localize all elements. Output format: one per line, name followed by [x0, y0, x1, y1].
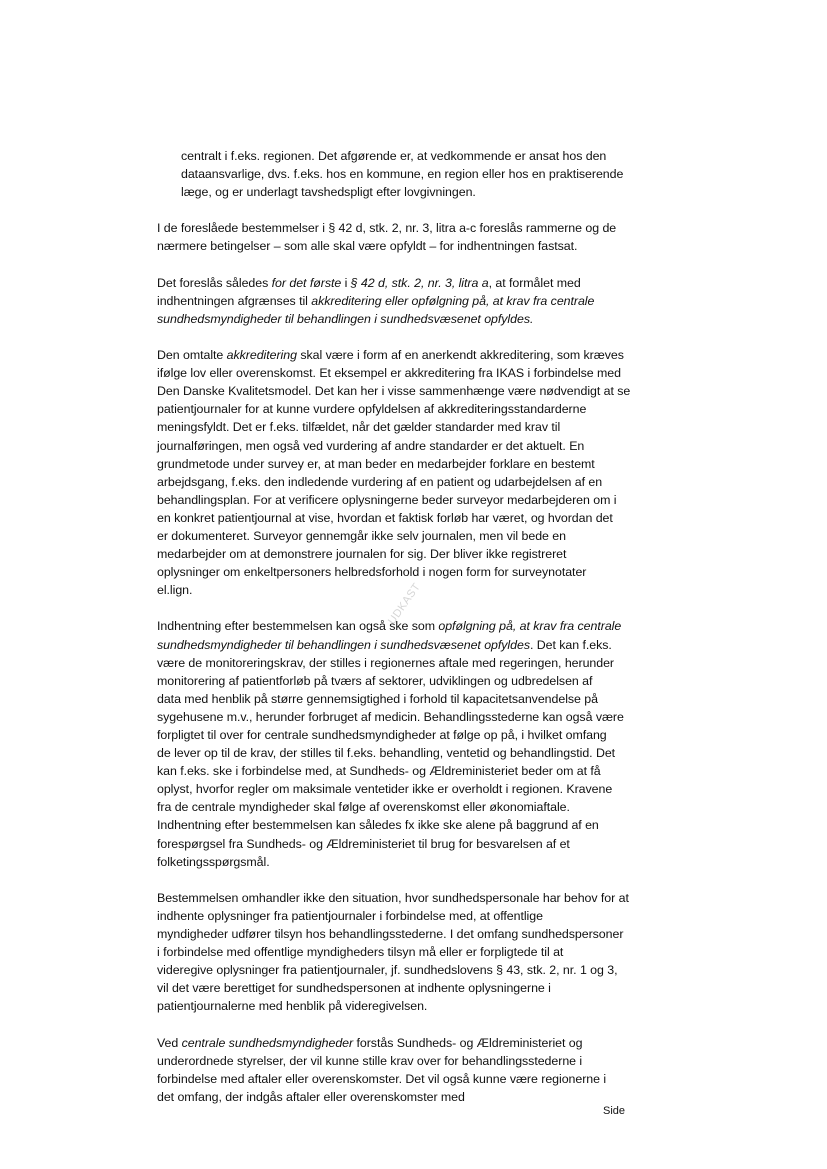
text-line: forespørgsel fra Sundheds- og Ældreministeriet til brug for besvarelsen af et: [157, 836, 570, 851]
text-line: data med henblik på større gennemsigtighed i forhold til kapacitetsanvendelse på: [157, 691, 598, 706]
text-line: meningsfyldt. Det er f.eks. tilfældet, når det gælder standarder med krav til: [157, 420, 561, 435]
text-line: arbejdsgang, f.eks. den indledende vurdering af en patient og udarbejdelsen af en: [157, 474, 603, 489]
text-line: [157, 292, 677, 310]
italic-run: § 42 d, stk. 2, nr. 3, litra a: [350, 275, 489, 290]
text-line: vil det være berettiget for sundhedspersonen at indhente oplysningerne i: [157, 981, 551, 996]
text-line: fra de centrale myndigheder skal følge af overenskomst eller økonomiaftale.: [157, 800, 570, 815]
text-line: [157, 636, 677, 654]
paragraph-akkreditering: [157, 346, 677, 599]
text-run: . Det kan f.eks.: [529, 637, 612, 652]
text-line: videregive oplysninger fra patientjournaler, jf. sundhedslovens § 43, stk. 2, nr. 1 og 3,: [157, 963, 618, 978]
text-run: , at formålet med: [488, 275, 581, 290]
italic-run: sundhedsmyndigheder til behandlingen i sundhedsvæsenet opfyldes: [157, 637, 530, 652]
watermark: UDKAST: [386, 580, 424, 627]
text-line: kan f.eks. ske i forbindelse med, at Sundheds- og Ældreministeriet beder om at få: [157, 764, 601, 779]
text-line: behandlingsplan. For at verificere oplysningerne beder surveyor medarbejderen om i: [157, 492, 617, 507]
text-line: grundmetode under survey er, at man beder en medarbejder forklare en bestemt: [157, 456, 595, 471]
text-run: Det foreslås således: [157, 275, 272, 290]
text-line: det omfang, der indgås aftaler eller overenskomster med: [157, 1089, 465, 1104]
text-line: [157, 346, 677, 364]
text-line: I de foreslåede bestemmelser i § 42 d, stk. 2, nr. 3, litra a-c foreslås rammerne og de: [157, 221, 617, 236]
text-line: [157, 617, 677, 635]
text-line: sygehusene m.v., herunder forbruget af medicin. Behandlingsstederne kan også være: [157, 709, 624, 724]
text-line: patientjournalerne med henblik på videregivelsen.: [157, 999, 428, 1014]
text-line: myndigheder udfører tilsyn hos behandlingsstederne. I det omfang sundhedspersoner: [157, 927, 624, 942]
text-line: læge, og er underlagt tavshedspligt efter lovgivningen.: [181, 185, 476, 200]
text-line: journalføringen, men også ved vurdering af andre standarder er det aktuelt. En: [157, 438, 585, 453]
text-line: centralt i f.eks. regionen. Det afgørende er, at vedkommende er ansat hos den: [181, 149, 607, 163]
text-line: forpligtet til over for centrale sundhedsmyndigheder at følge op på, i hvilket omfang: [157, 728, 607, 742]
paragraph-centrale-sundhedsmyndigheder: [157, 1034, 677, 1106]
page-footer-label: Side: [603, 1105, 626, 1117]
text-line: Indhentning efter bestemmelsen kan således fx ikke ske alene på baggrund af en: [157, 818, 599, 833]
text-line: de lever op til de krav, der stilles til f.eks. behandling, ventetid og behandlingstid. Det: [157, 746, 616, 761]
text-line: [157, 274, 677, 292]
text-line: folketingsspørgsmål.: [157, 854, 270, 869]
text-run: Indhentning efter bestemmelsen kan også ske som: [157, 619, 439, 634]
paragraph-tilsyn: [157, 889, 677, 1016]
text-line: være de monitoreringskrav, der stilles i regionernes aftale med regeringen, herunder: [157, 655, 615, 670]
italic-run: for det første: [271, 275, 342, 290]
paragraph-litra-a: [157, 274, 677, 328]
text-line: indhente oplysninger fra patientjournaler i forbindelse med, at offentlige: [157, 908, 543, 923]
text-line: i forbindelse med offentlige myndigheders tilsyn må eller er forpligtede til at: [157, 945, 564, 960]
text-line: ifølge lov eller overenskomst. Et eksempel er akkreditering fra IKAS i forbindelse med: [157, 366, 621, 381]
paragraph-opfoelgning: [157, 617, 677, 870]
paragraph-foreslaaede-bestemmelser: [157, 219, 677, 255]
italic-run: akkreditering eller opfølgning på, at krav fra centrale: [311, 293, 595, 308]
text-line: Den Danske Kvalitetsmodel. Det kan her i visse sammenhænge være nødvendigt at se: [157, 384, 631, 399]
italic-run: opfølgning på, at krav fra centrale: [438, 619, 622, 634]
text-run: i: [341, 275, 351, 290]
text-line: nærmere betingelser – som alle skal være opfyldt – for indhentningen fastsat.: [157, 239, 578, 254]
text-line: forbindelse med aftaler eller overenskomster. Det vil også kunne være regionerne i: [157, 1071, 607, 1086]
text-run: Den omtalte: [157, 348, 227, 363]
text-line: Bestemmelsen omhandler ikke den situation, hvor sundhedspersonale har behov for at: [157, 890, 629, 905]
italic-run: centrale sundhedsmyndigheder: [181, 1035, 354, 1050]
text-line: oplyst, hvorfor regler om maksimale ventetider ikke er overholdt i regionen. Kravene: [157, 782, 613, 797]
text-run: skal være i form af en anerkendt akkreditering, som kræves: [296, 348, 624, 363]
text-line: el.lign.: [157, 583, 193, 598]
text-run: Ved: [157, 1035, 182, 1050]
text-run: indhentningen afgrænses til: [157, 293, 312, 308]
italic-run: akkreditering: [226, 348, 297, 363]
body-text: [157, 147, 677, 1124]
text-line: en konkret patientjournal at vise, hvordan et faktisk forløb har været, og hvordan det: [157, 510, 613, 525]
text-line: patientjournaler for at kunne vurdere opfyldelsen af akkrediteringsstandarderne: [157, 402, 587, 417]
italic-line: sundhedsmyndigheder til behandlingen i sundhedsvæsenet opfyldes.: [157, 311, 534, 326]
text-line: underordnede styrelser, der vil kunne stille krav over for behandlingsstederne i: [157, 1053, 583, 1068]
paragraph-continuation: [157, 147, 677, 201]
text-line: er dokumenteret. Surveyor gennemgår ikke selv journalen, men vil bede en: [157, 528, 566, 543]
text-line: [157, 1034, 677, 1052]
text-line: monitorering af patientforløb på tværs af sektorer, udviklingen og udbredelsen af: [157, 673, 593, 688]
text-run: forstås Sundheds- og Ældreministeriet og: [353, 1035, 583, 1050]
text-line: dataansvarlige, dvs. f.eks. hos en kommune, en region eller hos en praktiserende: [181, 167, 624, 182]
text-line: oplysninger om enkeltpersoners helbredsforhold i nogen form for surveynotater: [157, 565, 587, 580]
text-line: medarbejder om at demonstrere journalen for sig. Der bliver ikke registreret: [157, 547, 567, 562]
